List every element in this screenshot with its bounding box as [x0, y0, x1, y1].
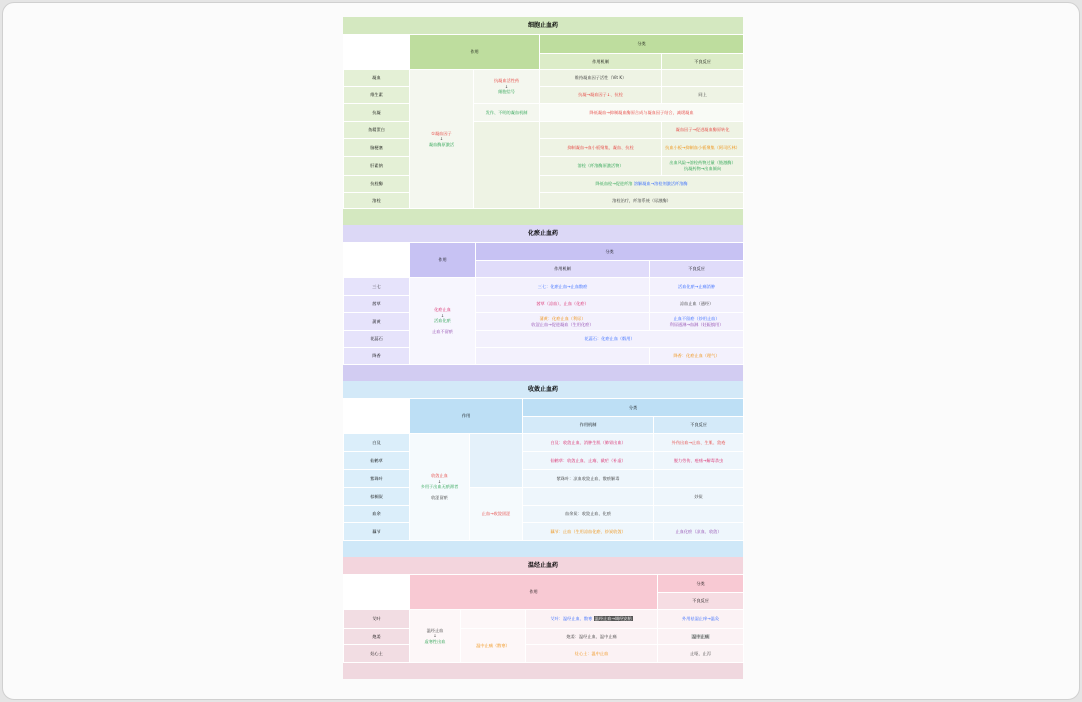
table-cell: 降低凝血→抑制凝血酶原合成与凝血因子结合，减缓凝血	[540, 104, 744, 122]
window-frame	[2, 2, 1080, 700]
row-label: 藕节	[344, 523, 410, 541]
row-label: 肝素钠	[344, 157, 410, 176]
section-table	[343, 242, 744, 365]
row-label: 三七	[344, 278, 410, 296]
section-title: 温经止血药	[343, 557, 743, 574]
row-label: 降香	[344, 348, 410, 365]
main-effect-cell: 温经止血 ↓ 虚寒性出血	[410, 610, 461, 663]
section-title: 化瘀止血药	[343, 225, 743, 242]
table-cell: 同上	[662, 87, 744, 104]
section-footer	[343, 365, 743, 381]
table-cell: 炮姜：温经止血、温中止痛	[526, 629, 658, 645]
section-table	[343, 574, 744, 663]
table-cell	[476, 348, 650, 365]
section-title: 收敛止血药	[343, 381, 743, 398]
corner-cell	[344, 243, 410, 278]
table-cell: 溶栓（纤溶酶原激活物）	[540, 157, 662, 176]
table-cell	[662, 70, 744, 87]
sub-header: 作用机制	[523, 417, 654, 434]
table-cell: 仙鹤草：收敛止血、止痢、截疟（补虚）	[523, 452, 654, 470]
sub-header: 不良反应	[662, 54, 744, 70]
section-3	[343, 381, 743, 557]
header-category: 分类	[658, 575, 744, 593]
table-cell: 藕节：止血（生用凉血化瘀、炒炭收敛）	[523, 523, 654, 541]
table-cell	[654, 470, 744, 488]
table-cell: 凉血止血（通经）	[650, 296, 744, 313]
table-cell	[470, 434, 523, 488]
row-label: 仙鹤草	[344, 452, 410, 470]
table-cell: 温中止痛	[658, 629, 744, 645]
header-category: 分类	[476, 243, 744, 261]
header-effect: 作用	[410, 243, 476, 278]
row-label: 棕榈炭	[344, 488, 410, 506]
row-label: 鱼精蛋白	[344, 122, 410, 139]
table-cell: 炒炭	[654, 488, 744, 506]
table-cell: 白及：收敛止血、消肿生肌（肺胃出血）	[523, 434, 654, 452]
table-cell: 活血化瘀→止痛消肿	[650, 278, 744, 296]
section-2	[343, 225, 743, 381]
row-label: 紫珠叶	[344, 470, 410, 488]
table-cell: 止血不留瘀（炒用止血） 利尿通淋→血淋（妊娠慎用）	[650, 313, 744, 331]
header-effect: 作用	[410, 399, 523, 434]
header-effect: 作用	[410, 575, 658, 610]
row-label: 溶栓	[344, 193, 410, 209]
section-table	[343, 34, 744, 209]
sub-header: 不良反应	[650, 261, 744, 278]
table-cell: 三七：化瘀止血→止血散瘀	[476, 278, 650, 296]
mechanism-cell: 温中止痛（散寒）	[461, 629, 526, 663]
mechanism-cell: 止血→收敛固涩	[470, 488, 523, 541]
table-cell: 抑制凝血→血小板聚集，凝血、抗栓	[540, 139, 662, 157]
table-cell: 血余炭：收敛止血、化瘀	[523, 506, 654, 523]
table-cell: 抗血小板→抑制血小板聚集（阿司匹林）	[662, 139, 744, 157]
sub-header: 不良反应	[654, 417, 744, 434]
table-cell: 止血化瘀（凉血、收敛）	[654, 523, 744, 541]
header-category: 分类	[523, 399, 744, 417]
table-cell: 脱力劳伤、疮疡→解毒杀虫	[654, 452, 744, 470]
header-category: 分类	[540, 35, 744, 54]
table-cell: 出血风险→溶栓药物过量（链激酶） 抗凝药物→出血倾向	[662, 157, 744, 176]
table-cell: 外用祛湿止痒→温灸	[658, 610, 744, 629]
corner-cell	[344, 35, 410, 70]
row-label: 白及	[344, 434, 410, 452]
section-title: 细胞止血药	[343, 17, 743, 34]
table-cell: 止呕、止泻	[658, 645, 744, 663]
main-effect-cell: 化瘀止血 ↓ 活血化瘀 止血不留瘀	[410, 278, 476, 365]
table-cell: 维持凝血因子活性（Vit K）	[540, 70, 662, 87]
table-cell: 艾叶：温经止血、散寒 温经止血→调经安胎	[526, 610, 658, 629]
corner-cell	[344, 399, 410, 434]
table-cell	[540, 122, 662, 139]
table-cell	[461, 610, 526, 629]
document-canvas	[343, 17, 743, 679]
table-cell: 凝血因子→促进凝血酶原转化	[662, 122, 744, 139]
table-cell: 花蕊石：化瘀止血（煅用）	[476, 331, 744, 348]
sub-header: 不良反应	[658, 593, 744, 610]
table-cell	[474, 122, 540, 209]
row-label: 维生素	[344, 87, 410, 104]
row-label: 炮姜	[344, 629, 410, 645]
table-cell: 抗凝→凝血因子↓、抗栓	[540, 87, 662, 104]
sub-header: 作用机制	[476, 261, 650, 278]
row-label: 血余	[344, 506, 410, 523]
corner-cell	[344, 575, 410, 610]
section-table	[343, 398, 744, 541]
section-footer	[343, 663, 743, 679]
table-cell: 紫珠叶：凉血收敛止血、散瘀解毒	[523, 470, 654, 488]
table-cell: 降香：化瘀止血（理气）	[650, 348, 744, 365]
row-label: 花蕊石	[344, 331, 410, 348]
table-cell: 茜草（凉血），止血（化瘀）	[476, 296, 650, 313]
table-cell: 外伤出血→止血、生肌、敛疮	[654, 434, 744, 452]
row-label: 灶心土	[344, 645, 410, 663]
row-label: 脑梗塞	[344, 139, 410, 157]
main-effect-cell: 收敛止血 ↓ 多用于出血无瘀滞者 收涩留瘀	[410, 434, 470, 541]
main-effect-cell: ①凝血因子 ↓ 凝血酶原激活	[410, 70, 474, 209]
row-label: 抗栓酶	[344, 176, 410, 193]
sub-header: 作用机制	[540, 54, 662, 70]
row-label: 艾叶	[344, 610, 410, 629]
mechanism-cell: 抗凝血活性药 ↓ 细胞信号	[474, 70, 540, 104]
section-footer	[343, 541, 743, 557]
row-label: 凝血	[344, 70, 410, 87]
table-cell: 溶栓治疗，纤溶系统（尿激酶）	[540, 193, 744, 209]
table-cell: 蒲黄：化瘀止血（利尿） 收涩止血→促进凝血（生用化瘀）	[476, 313, 650, 331]
header-effect: 作用	[410, 35, 540, 70]
section-footer	[343, 209, 743, 225]
table-cell: 发作、不明的凝血机制	[474, 104, 540, 122]
row-label: 茜草	[344, 296, 410, 313]
table-cell: 降低血栓→促进纤溶 溶解凝血→溶栓剂激活纤溶酶	[540, 176, 744, 193]
table-cell	[523, 488, 654, 506]
table-cell: 灶心土：温中止血	[526, 645, 658, 663]
section-4	[343, 557, 743, 679]
table-cell	[654, 506, 744, 523]
section-1	[343, 17, 743, 225]
row-label: 抗凝	[344, 104, 410, 122]
row-label: 蒲黄	[344, 313, 410, 331]
